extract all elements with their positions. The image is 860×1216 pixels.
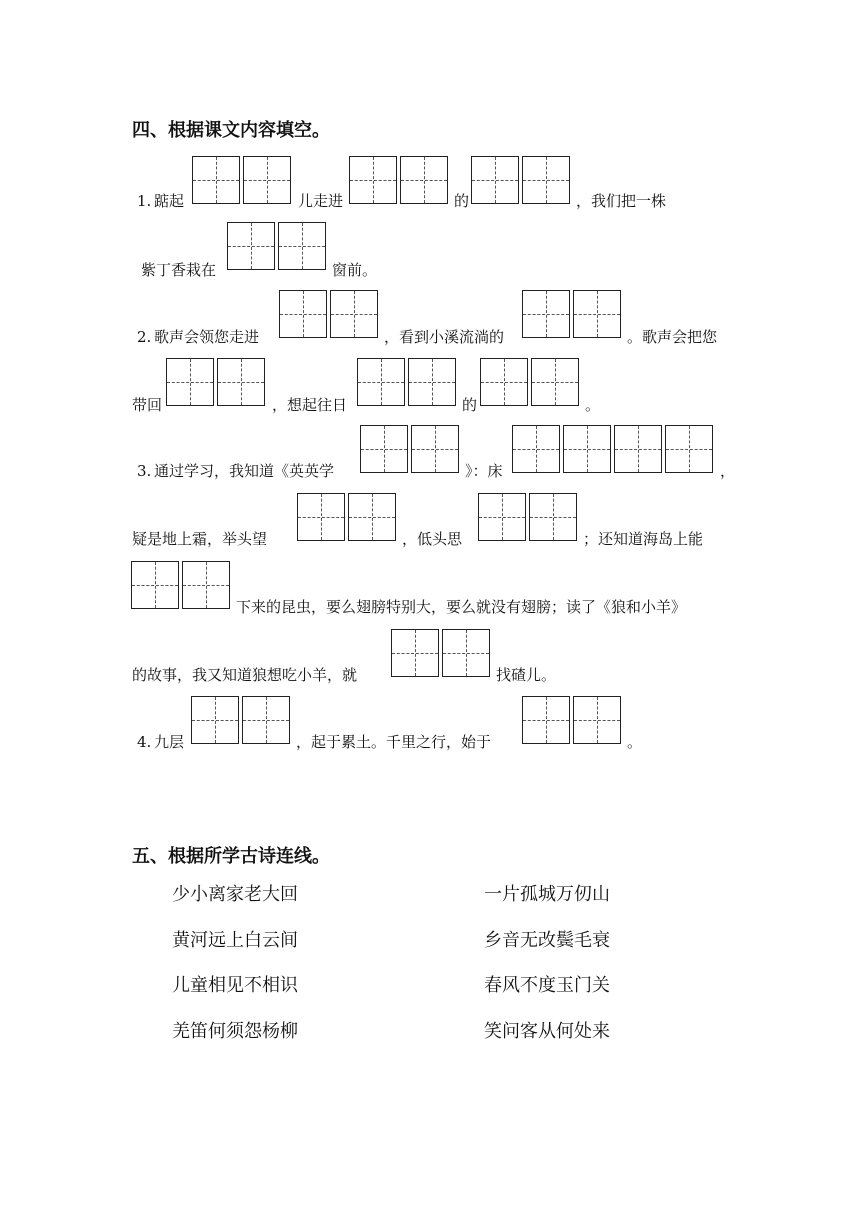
section-4-title: 四、根据课文内容填空。: [132, 120, 330, 141]
q1-number: 1.: [137, 192, 152, 210]
answer-box-group[interactable]: [131, 561, 230, 609]
q2-text: 歌声会领您走进: [154, 328, 260, 346]
q4-text: 九层: [154, 733, 185, 751]
writing-cell[interactable]: [357, 358, 405, 406]
q3-text: ；还知道海岛上能: [583, 530, 704, 548]
answer-box-group[interactable]: [297, 493, 396, 541]
answer-box-group[interactable]: [478, 493, 577, 541]
section-5-title: 五、根据所学古诗连线。: [132, 846, 330, 867]
q3-text: 找碴儿。: [496, 666, 557, 684]
writing-cell[interactable]: [242, 696, 290, 744]
q4-text: 。: [627, 733, 643, 751]
writing-cell[interactable]: [442, 629, 490, 677]
writing-cell[interactable]: [349, 156, 397, 204]
writing-cell[interactable]: [478, 493, 526, 541]
answer-box-group[interactable]: [227, 222, 326, 270]
q1-text: ，我们把一株: [576, 192, 667, 210]
writing-cell[interactable]: [408, 358, 456, 406]
writing-cell[interactable]: [182, 561, 230, 609]
q1-text: 窗前。: [332, 261, 378, 279]
writing-cell[interactable]: [391, 629, 439, 677]
writing-cell[interactable]: [522, 156, 570, 204]
writing-cell[interactable]: [522, 696, 570, 744]
q3-text: 的故事，我又知道狼想吃小羊，就: [132, 666, 358, 684]
q2-text: 的: [462, 396, 478, 414]
q2-text: 。: [585, 396, 601, 414]
q1-text: 儿走进: [298, 192, 344, 210]
q1-text: 踮起: [154, 192, 185, 210]
q2-number: 2.: [137, 328, 152, 346]
writing-cell[interactable]: [665, 425, 713, 473]
writing-cell[interactable]: [279, 290, 327, 338]
writing-cell[interactable]: [227, 222, 275, 270]
q1-text: 的: [454, 192, 470, 210]
answer-box-group[interactable]: [360, 425, 459, 473]
writing-cell[interactable]: [480, 358, 528, 406]
writing-cell[interactable]: [278, 222, 326, 270]
writing-cell[interactable]: [131, 561, 179, 609]
writing-cell[interactable]: [471, 156, 519, 204]
writing-cell[interactable]: [529, 493, 577, 541]
answer-box-group[interactable]: [279, 290, 378, 338]
writing-cell[interactable]: [614, 425, 662, 473]
poem-line-left[interactable]: 儿童相见不相识: [172, 975, 298, 996]
writing-cell[interactable]: [360, 425, 408, 473]
answer-box-group[interactable]: [166, 358, 265, 406]
writing-cell[interactable]: [400, 156, 448, 204]
answer-box-group[interactable]: [480, 358, 579, 406]
q3-text: 》：床: [465, 462, 503, 480]
q3-text: ，: [720, 462, 736, 480]
q2-text: ，看到小溪流淌的: [384, 328, 505, 346]
answer-box-group[interactable]: [191, 696, 290, 744]
q3-number: 3.: [137, 462, 152, 480]
answer-box-group[interactable]: [471, 156, 570, 204]
poem-line-left[interactable]: 羌笛何须怨杨柳: [172, 1021, 298, 1042]
writing-cell[interactable]: [166, 358, 214, 406]
answer-box-group[interactable]: [512, 425, 713, 473]
writing-cell[interactable]: [243, 156, 291, 204]
answer-box-group[interactable]: [391, 629, 490, 677]
writing-cell[interactable]: [573, 696, 621, 744]
answer-box-group[interactable]: [192, 156, 291, 204]
q3-text: 通过学习，我知道《英英学: [154, 462, 335, 480]
poem-line-right[interactable]: 一片孤城万仞山: [484, 884, 610, 905]
q1-text: 紫丁香栽在: [141, 261, 217, 279]
writing-cell[interactable]: [217, 358, 265, 406]
poem-line-left[interactable]: 黄河远上白云间: [172, 930, 298, 951]
q4-text: ，起于累土。千里之行，始于: [296, 733, 492, 751]
writing-cell[interactable]: [522, 290, 570, 338]
q4-number: 4.: [137, 733, 152, 751]
q3-text: 疑是地上霜，举头望: [132, 530, 268, 548]
poem-line-right[interactable]: 笑问客从何处来: [484, 1021, 610, 1042]
q3-text: 下来的昆虫，要么翅膀特别大，要么就没有翅膀；读了《狼和小羊》: [236, 598, 687, 616]
poem-line-left[interactable]: 少小离家老大回: [172, 884, 298, 905]
poem-line-right[interactable]: 乡音无改鬓毛衰: [484, 930, 610, 951]
answer-box-group[interactable]: [522, 696, 621, 744]
answer-box-group[interactable]: [522, 290, 621, 338]
writing-cell[interactable]: [192, 156, 240, 204]
writing-cell[interactable]: [191, 696, 239, 744]
q3-text: ，低头思: [402, 530, 463, 548]
writing-cell[interactable]: [512, 425, 560, 473]
writing-cell[interactable]: [411, 425, 459, 473]
poem-line-right[interactable]: 春风不度玉门关: [484, 975, 610, 996]
q2-text: 。歌声会把您: [627, 328, 718, 346]
writing-cell[interactable]: [531, 358, 579, 406]
writing-cell[interactable]: [297, 493, 345, 541]
writing-cell[interactable]: [563, 425, 611, 473]
writing-cell[interactable]: [573, 290, 621, 338]
answer-box-group[interactable]: [357, 358, 456, 406]
q2-text: 带回: [132, 396, 163, 414]
writing-cell[interactable]: [348, 493, 396, 541]
answer-box-group[interactable]: [349, 156, 448, 204]
q2-text: ，想起往日: [272, 396, 348, 414]
writing-cell[interactable]: [330, 290, 378, 338]
